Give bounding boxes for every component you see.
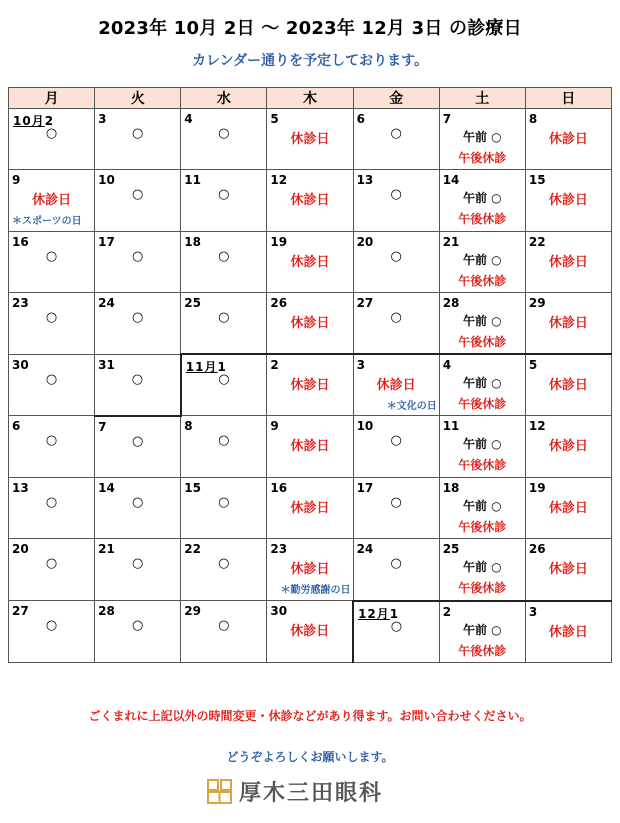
day-number: 9	[12, 173, 21, 188]
weekday-tue: 火	[95, 88, 181, 109]
day-cell	[267, 539, 353, 601]
open-mark: ○	[132, 187, 144, 203]
week-row	[9, 292, 612, 354]
open-mark: ○	[218, 309, 230, 325]
open-mark: ○	[45, 309, 58, 325]
day-cell	[9, 416, 95, 478]
day-cell	[353, 601, 439, 663]
open-mark: ○	[218, 187, 230, 203]
weekday-thu: 木	[267, 88, 353, 109]
day-cell	[9, 601, 95, 663]
day-cell	[267, 109, 353, 170]
weekday-sun: 日	[525, 88, 611, 109]
day-number: 3	[98, 112, 107, 126]
week-row	[9, 416, 612, 478]
open-mark: ○	[45, 556, 58, 572]
day-cell	[525, 539, 611, 601]
closed-label: 休診日	[290, 193, 330, 209]
open-mark: ○	[131, 371, 144, 387]
open-mark: ○	[45, 248, 58, 264]
day-number: 22	[528, 234, 546, 249]
day-number: 4	[442, 358, 452, 373]
day-cell	[353, 539, 439, 601]
closed-label: 休診日	[290, 562, 330, 578]
saturday-morning-open: 午前 ○	[462, 560, 502, 575]
weekday-sat: 土	[439, 88, 525, 109]
day-number: 10	[98, 173, 115, 188]
day-number: 23	[12, 295, 29, 310]
saturday-morning-open: 午前 ○	[462, 376, 502, 391]
day-cell	[353, 354, 439, 416]
day-number: 12	[528, 419, 546, 434]
day-cell	[439, 539, 525, 601]
day-cell	[267, 170, 353, 231]
day-number: 17	[356, 481, 374, 496]
closed-label: 休診日	[548, 254, 588, 270]
open-mark: ○	[390, 126, 402, 141]
day-number: 28	[98, 604, 115, 619]
day-cell	[9, 478, 95, 539]
day-number: 26	[528, 542, 546, 557]
saturday-afternoon-closed: 午後休診	[458, 151, 507, 165]
day-cell	[525, 601, 611, 663]
open-mark: ○	[132, 556, 144, 572]
day-cell	[181, 231, 267, 292]
week-row	[9, 354, 612, 416]
day-number: 6	[12, 419, 21, 434]
saturday-morning-open: 午前 ○	[462, 437, 502, 452]
day-cell	[181, 601, 267, 663]
day-cell	[525, 170, 611, 231]
saturday-afternoon-closed: 午後休診	[458, 212, 507, 227]
clinic-name: 厚木三田眼科	[239, 781, 384, 806]
closed-label: 休診日	[290, 439, 330, 455]
closed-label: 休診日	[290, 132, 330, 147]
day-cell	[95, 539, 181, 601]
day-cell	[95, 354, 181, 416]
open-mark: ○	[390, 248, 402, 264]
day-cell	[9, 292, 95, 354]
open-mark: ○	[390, 618, 403, 634]
day-number: 25	[442, 542, 460, 557]
day-number: 31	[98, 357, 115, 372]
day-cell	[181, 170, 267, 231]
day-cell	[439, 416, 525, 478]
day-number: 3	[356, 358, 365, 373]
day-number: 8	[184, 419, 193, 434]
day-cell	[267, 231, 353, 292]
closed-label: 休診日	[290, 624, 330, 640]
day-number: 18	[442, 481, 460, 496]
day-cell	[439, 292, 525, 354]
day-cell	[525, 478, 611, 539]
day-cell	[267, 478, 353, 539]
day-cell	[525, 109, 611, 170]
saturday-morning-open: 午前 ○	[462, 191, 502, 206]
day-number: 15	[184, 481, 201, 496]
day-number: 13	[356, 173, 374, 188]
day-cell	[439, 170, 525, 231]
closed-label: 休診日	[548, 562, 588, 578]
saturday-afternoon-closed: 午後休診	[458, 581, 507, 596]
day-cell	[353, 109, 439, 170]
saturday-afternoon-closed: 午後休診	[458, 334, 507, 349]
day-number: 4	[184, 112, 193, 126]
day-number: 30	[12, 357, 29, 372]
saturday-morning-open: 午前 ○	[462, 313, 502, 328]
day-cell	[181, 539, 267, 601]
day-cell	[525, 416, 611, 478]
open-mark: ○	[218, 433, 230, 449]
week-row	[9, 109, 612, 170]
closed-label: 休診日	[548, 132, 588, 147]
day-cell	[267, 416, 353, 478]
day-cell	[9, 231, 95, 292]
weekday-wed: 水	[181, 88, 267, 109]
day-cell	[95, 292, 181, 354]
holiday-note: ＊文化の日	[386, 401, 437, 413]
day-number: 18	[184, 234, 201, 249]
saturday-morning-open: 午前 ○	[462, 622, 502, 637]
month-start-label: 12月1	[358, 606, 399, 621]
open-mark: ○	[45, 371, 58, 387]
day-cell	[181, 109, 267, 170]
day-cell	[439, 354, 525, 416]
open-mark: ○	[218, 126, 230, 141]
open-mark: ○	[218, 248, 230, 264]
day-cell	[525, 231, 611, 292]
closed-label: 休診日	[548, 378, 588, 394]
holiday-note: ＊スポーツの日	[12, 216, 82, 228]
day-cell	[9, 354, 95, 416]
closed-label: 休診日	[290, 501, 330, 517]
day-number: 21	[442, 234, 460, 249]
day-cell	[439, 601, 525, 663]
day-number: 13	[12, 481, 29, 496]
day-number: 27	[12, 604, 29, 619]
day-number: 6	[356, 112, 365, 126]
closed-label: 休診日	[548, 501, 588, 517]
day-cell	[353, 478, 439, 539]
open-mark: ○	[132, 495, 144, 511]
open-mark: ○	[390, 309, 402, 325]
closed-label: 休診日	[548, 624, 588, 640]
day-cell	[181, 478, 267, 539]
open-mark: ○	[45, 126, 58, 141]
day-number: 11	[184, 173, 201, 188]
day-cell	[95, 601, 181, 663]
open-mark: ○	[390, 187, 402, 203]
open-mark: ○	[132, 309, 144, 325]
open-mark: ○	[132, 126, 144, 141]
open-mark: ○	[45, 433, 58, 449]
month-start-label: 11月1	[185, 360, 226, 375]
weekday-header-row	[9, 88, 612, 109]
day-number: 28	[442, 295, 460, 310]
day-cell	[353, 292, 439, 354]
clinic-logo-mark-icon	[207, 779, 233, 805]
day-cell	[353, 170, 439, 231]
day-number: 14	[98, 481, 115, 496]
day-number: 5	[270, 112, 279, 126]
day-number: 23	[270, 542, 288, 557]
holiday-note: ＊勤労感謝の日	[280, 585, 351, 597]
day-cell	[181, 416, 267, 478]
saturday-afternoon-closed: 午後休診	[458, 520, 507, 535]
day-cell	[267, 354, 353, 416]
week-row	[9, 231, 612, 292]
day-cell	[95, 170, 181, 231]
open-mark: ○	[218, 372, 230, 388]
day-cell	[525, 292, 611, 354]
day-number: 22	[184, 542, 201, 557]
day-number: 11	[442, 419, 460, 434]
day-number: 26	[270, 295, 288, 310]
closed-label: 休診日	[548, 439, 588, 455]
open-mark: ○	[132, 248, 144, 264]
day-cell	[439, 109, 525, 170]
calendar-table	[8, 87, 612, 663]
notice-text: ごくまれに上記以外の時間変更・休診などがあり得ます。お問い合わせください。	[88, 709, 532, 723]
week-row	[9, 539, 612, 601]
day-number: 9	[270, 419, 279, 434]
day-number: 2	[442, 604, 452, 619]
day-number: 3	[528, 604, 538, 619]
closed-label: 休診日	[548, 193, 588, 209]
day-number: 17	[98, 234, 115, 249]
day-cell	[439, 231, 525, 292]
day-number: 20	[356, 234, 374, 249]
day-number: 30	[270, 604, 288, 619]
day-number: 2	[270, 358, 279, 373]
weekday-fri: 金	[353, 88, 439, 109]
page-subtitle: カレンダー通りを予定しております。	[192, 53, 428, 69]
open-mark: ○	[218, 618, 230, 634]
day-cell	[353, 416, 439, 478]
day-cell	[9, 170, 95, 231]
closed-label: 休診日	[548, 315, 588, 331]
day-cell	[525, 354, 611, 416]
saturday-afternoon-closed: 午後休診	[458, 397, 507, 412]
day-number: 27	[356, 295, 374, 310]
day-number: 29	[528, 295, 546, 310]
day-number: 10	[356, 419, 374, 434]
day-cell	[353, 231, 439, 292]
saturday-morning-open: 午前 ○	[462, 252, 502, 267]
day-number: 29	[184, 604, 201, 619]
day-number: 7	[98, 419, 107, 434]
day-number: 19	[528, 481, 546, 496]
day-number: 21	[98, 542, 115, 557]
day-number: 5	[528, 358, 538, 373]
day-cell	[9, 109, 95, 170]
open-mark: ○	[45, 495, 58, 511]
day-cell	[9, 539, 95, 601]
day-number: 16	[12, 234, 29, 249]
open-mark: ○	[390, 556, 402, 572]
day-cell	[181, 354, 267, 416]
day-cell	[95, 416, 181, 478]
saturday-afternoon-closed: 午後休診	[458, 458, 507, 473]
day-cell	[181, 292, 267, 354]
week-row	[9, 170, 612, 231]
regards-text: どうぞよろしくお願いします。	[226, 750, 394, 764]
day-cell	[95, 478, 181, 539]
day-number: 16	[270, 481, 288, 496]
day-number: 20	[12, 542, 29, 557]
month-start-label: 10月2	[13, 114, 54, 128]
weekday-mon: 月	[9, 88, 95, 109]
day-number: 19	[270, 234, 288, 249]
open-mark: ○	[132, 433, 144, 449]
closed-label: 休診日	[376, 378, 416, 394]
day-number: 12	[270, 173, 288, 188]
open-mark: ○	[390, 495, 402, 511]
day-number: 24	[356, 542, 374, 557]
closed-label: 休診日	[290, 315, 330, 331]
page-title: 2023年 10月 2日 〜 2023年 12月 3日 の診療日	[98, 18, 522, 39]
day-number: 25	[184, 295, 201, 310]
closed-label: 休診日	[32, 193, 72, 209]
day-number: 15	[528, 173, 546, 188]
day-number: 24	[98, 295, 115, 310]
open-mark: ○	[45, 618, 58, 634]
day-cell	[267, 292, 353, 354]
day-cell	[95, 109, 181, 170]
saturday-morning-open: 午前 ○	[462, 499, 502, 514]
day-cell	[439, 478, 525, 539]
week-row	[9, 601, 612, 663]
day-number: 14	[442, 173, 460, 188]
week-row	[9, 478, 612, 539]
open-mark: ○	[132, 618, 144, 634]
open-mark: ○	[390, 433, 402, 449]
open-mark: ○	[218, 556, 230, 572]
closed-label: 休診日	[290, 378, 330, 394]
saturday-afternoon-closed: 午後休診	[458, 273, 507, 288]
day-number: 8	[528, 112, 538, 126]
day-cell	[267, 601, 353, 663]
clinic-logo	[207, 776, 383, 807]
day-number: 7	[442, 112, 452, 126]
saturday-afternoon-closed: 午後休診	[458, 643, 507, 658]
open-mark: ○	[218, 495, 230, 511]
closed-label: 休診日	[290, 254, 330, 270]
saturday-morning-open: 午前 ○	[462, 130, 502, 144]
day-cell	[95, 231, 181, 292]
